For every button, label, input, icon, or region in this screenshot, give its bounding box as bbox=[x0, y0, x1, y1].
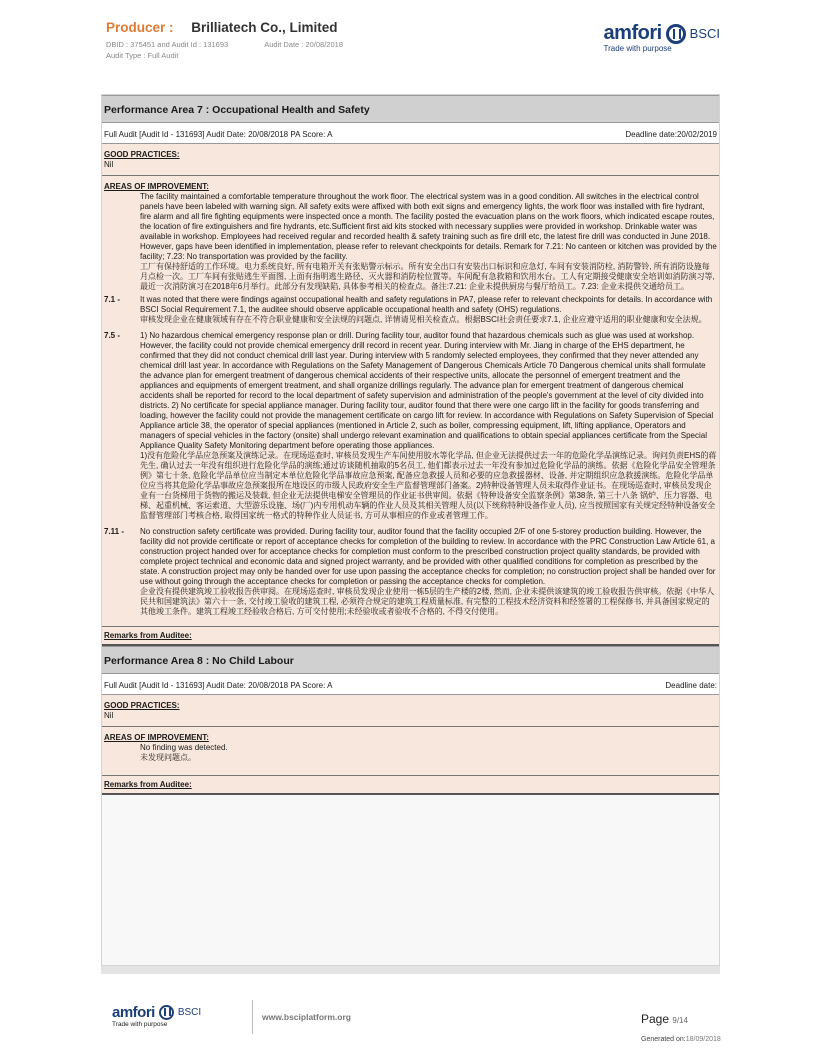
page-number bbox=[641, 1012, 688, 1026]
page-count: 9/14 bbox=[672, 1016, 688, 1025]
pa7-audit-line bbox=[102, 123, 719, 144]
pa7-title: Performance Area 7 : Occupational Health and Safety bbox=[102, 95, 719, 123]
footer-logo bbox=[112, 1004, 201, 1028]
logo-suffix: BSCI bbox=[689, 26, 720, 41]
pa8-good-practices bbox=[102, 695, 719, 727]
audit-date: Audit Date : 20/08/2018 bbox=[264, 40, 343, 49]
generated-label: Generated on: bbox=[641, 1036, 686, 1043]
pa7-intro-cn: 工厂有保持舒适的工作环境。电力系统良好, 所有电箱开关有张贴警示标示。所有安全出口有安装出口标识和应急灯, 车间有安装消防栓, 消防警铃, 所有消防设施每月点检一次。工厂车间有张贴逃生平面图, 上面有指明逃生路径、灭火器和消防栓位置等。车间配有急救箱和饮用水台。工人有定期接受健康安全培训如消防演习等, 最近一次消防演习在2018年6月举行。此部分有发现缺陷, 具体参考相关的检查点。备注:7.21: 企业未提供厨房与餐厅给员工。7.23: 企业未提供交通给员工。 bbox=[140, 262, 715, 291]
pa8-audit-info: Full Audit [Audit Id - 131693] Audit Date: 20/08/2018 PA Score: A bbox=[104, 681, 333, 690]
logo-brand: amfori bbox=[603, 22, 662, 44]
finding-item bbox=[104, 331, 717, 521]
finding-text-cn: 1)没有危险化学品应急预案及演练记录。在现场巡查时, 审核员发现生产车间使用胶水等化学品, 但企业无法提供过去一年的危险化学品演练记录。询问负责EHS的蒋先生, 确认过去一年没有组织进行危险化学品的演练;通过访谈随机抽取的5名员工, 他们都表示过去一年没有参加过危险化学品的演练。依据《危险化学品安全管理条例》第七十条, 危险化学品单位应当制定本单位危险化学品事故应急预案, 配备应急救援人员和必要的应急救援器材、设备, 并定期组织应急救援演练。危险化学品单位应当将其危险化学品事故应急预案报所在地设区的市级人民政府安全生产监督管理部门备案。2)特种设备管理人员未取得作业证书。在现场巡查时, 审核员发现企业有一台货梯用于货物的搬运及装载, 但企业无法提供电梯安全管理员的作业证书供审阅。依据《特种设备安全监察条例》第38条, 第三十八条 锅炉、压力容器、电梯、起重机械、客运索道、大型游乐设施、场(厂)内专用机动车辆的作业人员及其相关管理人员(以下统称特种设备作业人员), 应当按照国家有关规定经特种设备安全监督管理部门考核合格, 取得国家统一格式的特种作业人员证书, 方可从事相应的作业或者管理工作。 bbox=[140, 451, 717, 520]
pa7-good-practices bbox=[102, 144, 719, 176]
pa8-finding-en: No finding was detected. bbox=[140, 743, 228, 752]
finding-text-cn: 企业没有提供建筑竣工验收报告供审阅。在现场巡查时, 审核员发现企业使用一栋5层的生产楼的2楼, 然而, 企业未提供该建筑的竣工验收报告供审核。依据《中华人民共和国建筑法》第六十一条, 交付竣工验收的建筑工程, 必须符合规定的建筑工程质量标准, 有完整的工程技术经济资料和经签署的工程保修书, 并具备国家规定的其他竣工条件。建筑工程竣工经验收合格后, 方可交付使用;未经验收或者验收不合格的, 不得交付使用。 bbox=[140, 587, 715, 616]
footer-logo-brand: amfori bbox=[112, 1004, 155, 1021]
footer-logo-suffix: BSCI bbox=[177, 1007, 202, 1018]
footer-divider bbox=[252, 1000, 253, 1034]
generated-on bbox=[641, 1036, 721, 1043]
producer-label: Producer : bbox=[106, 20, 174, 35]
producer-name: Brilliatech Co., Limited bbox=[191, 20, 338, 35]
finding-text-en: 1) No hazardous chemical emergency response plan or drill. During facility tour, auditor found that hazardous chemicals such as glue was used at workshop. However, the facility could not provide chemical emergency drill record in recent year. During interview with Mr. Jiang in charge of the EHS department, he confirmed that they did not conduct chemical drill last year. During interview with 5 randomly selected employees, they confirmed that they never attended any chemical drill last year. In accordance with Regulations on the Safety Management of Dangerous Chemicals Article 70 Dangerous chemical units shall formulate the advance plan for emergent treatment of dangerous chemical accidents of their respective units, allocate the personnel of emergent treatment and the appliances and equipments of emergent treatment, and shall organize drillings regularly. The advance plan for emergent treatment of dangerous chemical accidents shall be reported for record to the local department of safety supervision and administration of the people's government at the level of city divided into districts. 2) No certificate for special appliance manager. During facility tour, auditor found that there were one cargo lift in the facility for goods transferring and loading, however the facility could not provide the management certificate on cargo lift for review. In accordance with Regulations on Safety Supervision of Special Appliance article 38, the operator of special appliances (mentioned in Article 2, such as boiler, compressing equipment, lift, lifting appliance, Operators and managers of special vehicles in the factory (onsite) shall undergo relevant examination and qualifications to obtain special appliances certificate from the Special Appliance Quality Safety Monitoring department before operating those appliances. bbox=[140, 331, 714, 450]
pa8-finding-cn: 未发现问题点。 bbox=[140, 753, 196, 762]
finding-number: 7.11 - bbox=[104, 527, 125, 536]
audit-meta bbox=[106, 39, 343, 61]
good-practices-label: GOOD PRACTICES: bbox=[104, 701, 180, 710]
producer-line bbox=[106, 20, 343, 35]
logo-tagline: Trade with purpose bbox=[603, 44, 672, 53]
areas-label: AREAS OF IMPROVEMENT: bbox=[104, 733, 209, 742]
generated-date: 18/09/2018 bbox=[685, 1036, 721, 1043]
pa8-areas-of-improvement bbox=[102, 727, 719, 776]
finding-text-en: It was noted that there were findings against occupational health and safety regulations in PA7, please refer to relevant checkpoints for details. In accordance with BSCI Social Requirement 7.1, the auditee should observe applicable occupational health and safety (OHS) regulations. bbox=[140, 295, 713, 314]
footer-url[interactable]: www.bsciplatform.org bbox=[262, 1012, 351, 1022]
good-practices-label: GOOD PRACTICES: bbox=[104, 150, 180, 159]
footer-logo-tagline: Trade with purpose bbox=[112, 1021, 168, 1028]
pa7-intro bbox=[104, 192, 717, 292]
finding-item bbox=[104, 295, 717, 325]
finding-number: 7.1 - bbox=[104, 295, 121, 304]
audit-type: Audit Type : Full Audit bbox=[106, 51, 179, 60]
finding-item bbox=[104, 527, 717, 617]
good-practices-value: Nil bbox=[104, 711, 114, 720]
amfori-logo bbox=[604, 22, 720, 53]
pa8-remarks: Remarks from Auditee: bbox=[102, 776, 719, 795]
amfori-ring-icon bbox=[159, 1005, 174, 1020]
areas-label: AREAS OF IMPROVEMENT: bbox=[104, 182, 209, 191]
dbid: DBID : 375451 and Audit Id : 131693 bbox=[106, 40, 229, 49]
finding-text-cn: 审核发现企业在健康领域有存在不符合职业健康和安全法规的问题点, 详情请见相关检查点。根据BSCI社会责任要求7.1, 企业应遵守适用的职业健康和安全法规。 bbox=[140, 315, 707, 324]
pa8-title: Performance Area 8 : No Child Labour bbox=[102, 646, 719, 674]
report-header bbox=[106, 20, 343, 61]
amfori-ring-icon bbox=[666, 24, 686, 44]
pa8-deadline: Deadline date: bbox=[665, 681, 717, 690]
finding-number: 7.5 - bbox=[104, 331, 121, 340]
footer-bar bbox=[101, 966, 720, 974]
pa7-areas-of-improvement bbox=[102, 176, 719, 627]
page-label: Page bbox=[641, 1012, 670, 1026]
pa8-finding bbox=[104, 743, 717, 763]
pa7-intro-en: The facility maintained a comfortable temperature throughout the work floor. The electrical system was in a good condition. All switches in the electrical control panels have been labeled with warning sign. All safety exits were affixed with both exit signs and emergency lights, the work floor was installed with fire hydrant, fire alarm and all fire fighting equipments were inspected once a month. The facility posted the evacuation plans on the work floors, which indicated escape routes, the location of fire extinguishers and fire hydrants, etc.Sufficient first aid kits stocked with necessary supplies were provided in workshop. Drinkable water was available in workshop. Employees had received regular and recorded health & safety training such as fire drill etc, the latest fire drill was conducted in June 2018. However, gaps have been identified in implementation, please refer to relevant checkpoints for details. Remark for 7.21: No canteen or kitchen was provided by the facility; 7.23: No transportation was provided by the facility. bbox=[140, 192, 717, 261]
pa7-audit-info: Full Audit [Audit Id - 131693] Audit Date: 20/08/2018 PA Score: A bbox=[104, 130, 333, 139]
pa7-deadline: Deadline date:20/02/2019 bbox=[625, 130, 717, 139]
finding-text-en: No construction safety certificate was provided. During facility tour, auditor found that the facility occupied 2/F of one 5-storey production building. However, the facility did not provide certificate or report of acceptance checks for completion of the building to review. In accordance with the PRC Construction Law Article 61, a construction project handed over for acceptance checks for completion must conform to the prescribed construction project quality standards, be provided with complete project technical and economic data and signed project warranty, and be provided with other qualified conditions for completion as prescribed by the state. A construction project may only be handed over for use upon passing the acceptance checks for completion; no construction project shall be handed over for use without going through the acceptance checks for completion or passing the acceptance checks for completion. bbox=[140, 527, 716, 586]
content-frame bbox=[101, 94, 720, 966]
pa8-audit-line bbox=[102, 674, 719, 695]
pa7-remarks: Remarks from Auditee: bbox=[102, 627, 719, 646]
good-practices-value: Nil bbox=[104, 160, 114, 169]
